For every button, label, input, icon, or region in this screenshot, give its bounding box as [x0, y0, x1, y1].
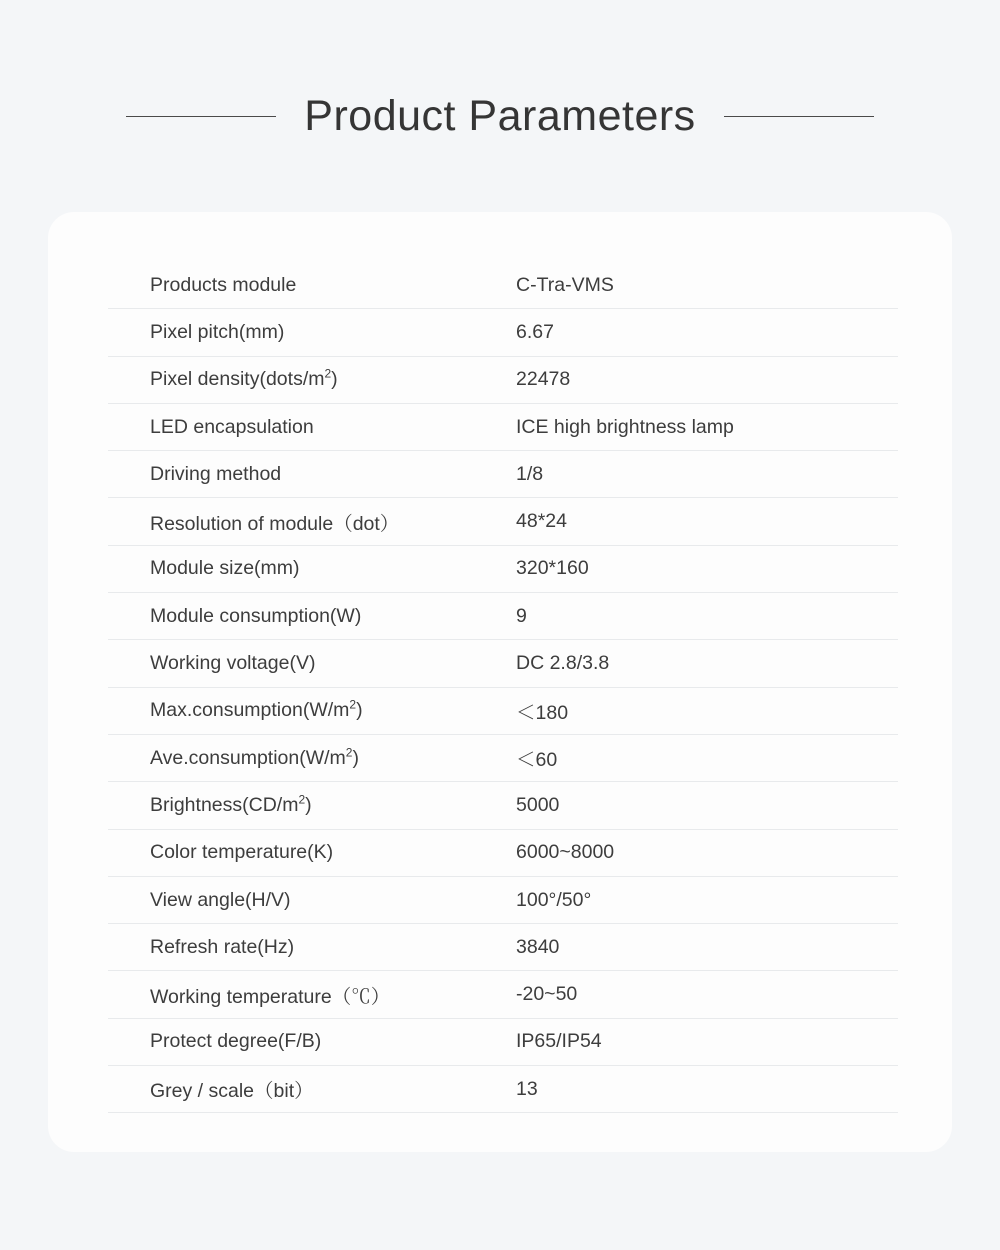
parameter-label: View angle(H/V): [150, 888, 291, 911]
parameter-value: DC 2.8/3.8: [516, 652, 610, 675]
page-title-row: [0, 92, 1000, 140]
table-row: [108, 971, 898, 1018]
table-row: [108, 262, 898, 309]
table-row: [108, 1066, 898, 1113]
table-row: [108, 309, 898, 356]
table-row: [108, 782, 898, 829]
table-row: [108, 546, 898, 593]
page-title: Product Parameters: [304, 92, 696, 140]
parameter-label: Module size(mm): [150, 557, 300, 580]
title-rule-right: [724, 116, 874, 117]
superscript-two: 2: [324, 366, 332, 381]
table-row: [108, 924, 898, 971]
parameter-value: 5000: [516, 793, 560, 816]
parameter-value: 6000~8000: [516, 841, 615, 864]
parameter-label: Driving method: [150, 462, 282, 485]
parameter-label: Protect degree(F/B): [150, 1030, 322, 1053]
table-row: [108, 877, 898, 924]
parameter-value: ICE high brightness lamp: [516, 415, 734, 438]
parameter-value: 48*24: [516, 510, 567, 533]
table-row: [108, 404, 898, 451]
table-row: [108, 498, 898, 545]
parameter-value: 13: [516, 1077, 538, 1100]
parameter-label: LED encapsulation: [150, 415, 314, 438]
superscript-two: 2: [349, 697, 357, 712]
parameters-table: [108, 262, 898, 1113]
parameter-label: Refresh rate(Hz): [150, 935, 295, 958]
table-row: [108, 830, 898, 877]
parameter-label: Resolution of module（dot）: [150, 512, 400, 535]
table-row: [108, 451, 898, 498]
parameter-value: ＜180: [516, 701, 569, 724]
superscript-two: 2: [345, 745, 353, 760]
parameter-label: $Ave.consumption(W/m^2)$: [150, 745, 359, 769]
parameter-value: 9: [516, 604, 527, 627]
parameter-label: Pixel pitch(mm): [150, 320, 285, 343]
title-rule-left: [126, 116, 276, 117]
parameter-label: Working temperature（℃）: [150, 985, 391, 1008]
parameter-value: 22478: [516, 368, 571, 391]
table-row: [108, 357, 898, 404]
table-row: [108, 735, 898, 782]
parameter-value: 100°/50°: [516, 888, 592, 911]
parameter-value: 3840: [516, 935, 560, 958]
table-row: [108, 640, 898, 687]
table-row: [108, 593, 898, 640]
parameter-value: C-Tra-VMS: [516, 273, 614, 296]
table-row: [108, 1019, 898, 1066]
parameter-label: Products module: [150, 273, 297, 296]
parameter-label: Pixel $density(dots/m^2)$: [150, 366, 338, 391]
parameter-label: $Max.consumption(W/m^2)$: [150, 697, 363, 722]
parameter-value: IP65/IP54: [516, 1030, 602, 1053]
parameter-label: Color temperature(K): [150, 841, 334, 864]
superscript-two: 2: [298, 792, 306, 807]
parameter-value: 1/8: [516, 462, 544, 485]
table-row: [108, 688, 898, 735]
parameter-label: $Brightness(CD/m^2)$: [150, 792, 312, 816]
parameter-value: -20~50: [516, 983, 578, 1006]
parameter-value: ＜60: [516, 749, 558, 772]
parameter-value: 6.67: [516, 320, 554, 343]
parameter-label: Module consumption(W): [150, 604, 362, 627]
parameter-label: Grey / scale（bit）: [150, 1080, 314, 1103]
parameter-value: 320*160: [516, 557, 589, 580]
parameters-card: [48, 212, 952, 1152]
parameter-label: Working voltage(V): [150, 652, 316, 675]
